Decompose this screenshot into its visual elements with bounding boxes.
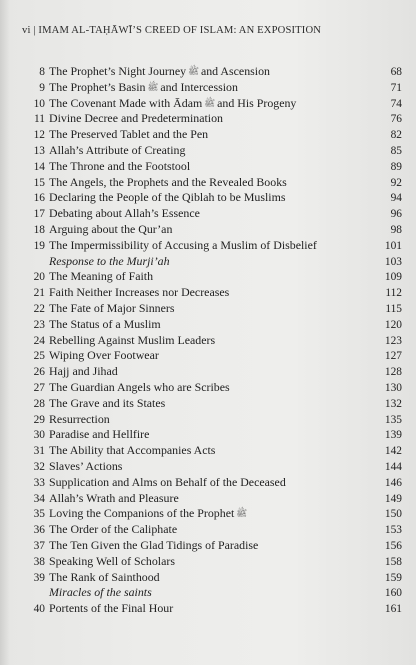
chapter-title <box>49 159 372 175</box>
chapter-title-text: The Prophet’s Night Journey <box>49 64 187 78</box>
page-number: 82 <box>390 129 402 142</box>
chapter-title <box>49 443 372 459</box>
chapter-title <box>49 80 372 96</box>
toc-entry <box>32 380 404 396</box>
chapter-title <box>49 585 372 601</box>
chapter-title-continuation: and Intercession <box>160 79 238 94</box>
chapter-title-text: The Rank of Sainthood <box>49 569 160 584</box>
chapter-number: 32 <box>33 460 45 473</box>
chapter-number: 17 <box>33 208 45 221</box>
chapter-number: 39 <box>33 571 45 584</box>
chapter-title <box>49 301 372 317</box>
chapter-title-text: The Throne and the Footstool <box>49 158 191 173</box>
chapter-title-continuation: and Ascension <box>200 64 270 78</box>
toc-entry <box>32 522 404 538</box>
chapter-number: 18 <box>33 223 45 236</box>
chapter-title <box>49 538 372 554</box>
chapter-number: 16 <box>33 192 45 205</box>
chapter-number: 30 <box>33 429 45 442</box>
page-number: 149 <box>384 492 402 505</box>
chapter-title-text: Debating about Allah’s Essence <box>49 206 200 221</box>
chapter-title <box>49 254 372 270</box>
chapter-number: 27 <box>33 381 45 394</box>
toc-entry <box>32 506 404 522</box>
chapter-title-continuation: and His Progeny <box>217 95 297 110</box>
chapter-number: 20 <box>33 271 45 284</box>
page-number: 68 <box>390 66 402 78</box>
chapter-number: 26 <box>33 366 45 379</box>
chapter-title <box>49 570 372 586</box>
chapter-title <box>49 348 372 364</box>
toc-entry <box>32 111 404 127</box>
chapter-title-text: Divine Decree and Predetermination <box>49 111 223 126</box>
toc-entry <box>32 190 404 206</box>
toc-entry <box>32 412 404 428</box>
chapter-title <box>49 459 372 475</box>
page-number: 161 <box>384 603 402 616</box>
chapter-title-text: Paradise and Hellfire <box>49 427 150 442</box>
chapter-number: 10 <box>33 97 45 110</box>
chapter-title <box>49 222 372 238</box>
page-number: 150 <box>384 508 402 521</box>
chapter-title-text: The Meaning of Faith <box>49 269 154 284</box>
chapter-number: 31 <box>33 445 45 458</box>
page-number: 71 <box>390 81 402 94</box>
page-number: 128 <box>384 366 402 379</box>
toc-entry <box>32 538 404 554</box>
page-number: 92 <box>390 176 402 189</box>
chapter-title-text: The Preserved Tablet and the Pen <box>49 127 209 142</box>
chapter-title-text: Faith Neither Increases nor Decreases <box>49 285 230 300</box>
chapter-title-text: The Order of the Caliphate <box>49 522 178 537</box>
honorific-symbol: ﷺ <box>204 97 216 108</box>
page-number: 156 <box>384 539 402 552</box>
toc-entry <box>32 175 404 191</box>
chapter-title <box>49 96 372 112</box>
toc-entry <box>32 459 404 475</box>
page-number: 159 <box>384 571 402 584</box>
chapter-number: 38 <box>33 555 45 568</box>
chapter-title-text: The Grave and its States <box>49 395 166 410</box>
toc-entry <box>32 64 404 80</box>
chapter-number: 35 <box>33 508 45 521</box>
toc-entry <box>32 206 404 222</box>
page-number: 89 <box>390 160 402 173</box>
chapter-number: 21 <box>33 287 45 300</box>
toc-entry <box>32 364 404 380</box>
toc-entry <box>32 143 404 159</box>
chapter-title <box>49 412 372 428</box>
page-number: 123 <box>384 334 402 347</box>
chapter-title-text: The Ten Given the Glad Tidings of Paradise <box>49 537 259 552</box>
chapter-title-text: The Covenant Made with Ādam <box>49 95 203 110</box>
toc-entry <box>32 96 404 112</box>
chapter-number: 34 <box>33 492 45 505</box>
toc-entry <box>32 222 404 238</box>
chapter-title <box>49 475 372 491</box>
chapter-title <box>49 143 372 159</box>
page-number: 160 <box>384 587 402 600</box>
chapter-number: 37 <box>33 539 45 552</box>
chapter-number: 24 <box>33 334 45 347</box>
chapter-title-text: The Prophet’s Basin <box>49 79 146 94</box>
table-of-contents <box>32 64 404 617</box>
page-number: 74 <box>390 97 402 110</box>
chapter-title <box>49 111 372 127</box>
chapter-number: 28 <box>33 397 45 410</box>
chapter-title-text: Allah’s Attribute of Creating <box>49 142 186 157</box>
chapter-title-text: The Ability that Accompanies Acts <box>49 443 216 458</box>
chapter-title <box>49 190 372 206</box>
page-number: 109 <box>384 271 402 284</box>
page-number: 153 <box>384 524 402 537</box>
page-number: 98 <box>390 223 402 236</box>
toc-entry <box>32 80 404 96</box>
chapter-number: 15 <box>33 176 45 189</box>
chapter-title <box>49 554 372 570</box>
page-number: 112 <box>385 287 402 300</box>
chapter-title <box>49 175 372 191</box>
toc-entry <box>32 269 404 285</box>
chapter-title-text: Resurrection <box>49 411 110 426</box>
chapter-number: 8 <box>39 66 45 78</box>
page-number: 76 <box>390 113 402 126</box>
honorific-symbol: ﷺ <box>236 508 248 519</box>
chapter-title-text: Arguing about the Qur’an <box>49 221 173 236</box>
toc-entry <box>32 443 404 459</box>
chapter-title-text: Miracles of the saints <box>49 585 152 600</box>
chapter-title-text: Portents of the Final Hour <box>49 601 174 616</box>
chapter-title <box>49 238 372 254</box>
chapter-title <box>49 491 372 507</box>
chapter-title-text: The Impermissibility of Accusing a Muslim of Disbelief <box>49 237 317 252</box>
chapter-title-text: Speaking Well of Scholars <box>49 553 175 568</box>
chapter-number: 14 <box>33 160 45 173</box>
page-number: 146 <box>384 476 402 489</box>
chapter-title-text: Supplication and Alms on Behalf of the Deceased <box>49 474 286 489</box>
running-head: vi | IMAM AL-TAḤĀWĪ’S CREED OF ISLAM: AN EXPOSITION <box>22 25 322 36</box>
chapter-title-text: Hajj and Jihad <box>49 364 118 379</box>
honorific-symbol: ﷺ <box>147 81 159 92</box>
chapter-title-text: Declaring the People of the Qiblah to be Muslims <box>49 190 286 205</box>
toc-entry <box>32 333 404 349</box>
page-number: 139 <box>384 429 402 442</box>
chapter-number: 13 <box>33 144 45 157</box>
page-number: 142 <box>384 445 402 458</box>
chapter-title <box>49 522 372 538</box>
chapter-title <box>49 206 372 222</box>
toc-entry <box>32 159 404 175</box>
page-number: 120 <box>384 318 402 331</box>
chapter-title-text: Wiping Over Footwear <box>49 348 159 363</box>
page-number: 132 <box>384 397 402 410</box>
chapter-number: 9 <box>39 81 45 94</box>
chapter-number: 22 <box>33 302 45 315</box>
page-number: 144 <box>384 460 402 473</box>
honorific-symbol: ﷺ <box>188 66 199 76</box>
chapter-title <box>49 364 372 380</box>
chapter-title-text: Rebelling Against Muslim Leaders <box>49 332 216 347</box>
toc-entry <box>32 317 404 333</box>
chapter-title <box>49 380 372 396</box>
page-number: 158 <box>384 555 402 568</box>
chapter-title-text: Allah’s Wrath and Pleasure <box>49 490 179 505</box>
chapter-title <box>49 427 372 443</box>
chapter-title <box>49 396 372 412</box>
chapter-number: 33 <box>33 476 45 489</box>
chapter-title-text: Slaves’ Actions <box>49 458 123 473</box>
page-number: 94 <box>390 192 402 205</box>
page-number: 115 <box>385 302 402 315</box>
chapter-title <box>49 64 372 80</box>
toc-entry <box>32 554 404 570</box>
chapter-title-text: The Fate of Major Sinners <box>49 300 175 315</box>
chapter-title <box>49 333 372 349</box>
chapter-number: 40 <box>33 603 45 616</box>
page-number: 103 <box>384 255 402 268</box>
chapter-number: 12 <box>33 129 45 142</box>
toc-entry <box>32 348 404 364</box>
chapter-number: 25 <box>33 350 45 363</box>
chapter-number: 19 <box>33 239 45 252</box>
toc-entry <box>32 127 404 143</box>
chapter-number: 23 <box>33 318 45 331</box>
chapter-title-text: Response to the Murji’ah <box>49 253 170 268</box>
toc-entry <box>32 396 404 412</box>
chapter-title <box>49 285 372 301</box>
toc-entry <box>32 427 404 443</box>
page-number: 96 <box>390 208 402 221</box>
toc-entry <box>32 238 404 254</box>
page-number: 85 <box>390 144 402 157</box>
page-number: 127 <box>384 350 402 363</box>
chapter-title-text: The Angels, the Prophets and the Revealed Books <box>49 174 287 189</box>
toc-entry <box>32 601 404 617</box>
page-number: 101 <box>384 239 402 252</box>
chapter-number: 29 <box>33 413 45 426</box>
chapter-title <box>49 601 372 617</box>
chapter-number: 36 <box>33 524 45 537</box>
toc-entry <box>32 491 404 507</box>
chapter-title <box>49 269 372 285</box>
chapter-number: 11 <box>34 113 45 126</box>
chapter-title <box>49 506 372 522</box>
chapter-title <box>49 127 372 143</box>
toc-subentry <box>32 585 404 601</box>
toc-entry <box>32 285 404 301</box>
chapter-title <box>49 317 372 333</box>
toc-entry <box>32 570 404 586</box>
toc-subentry <box>32 254 404 270</box>
chapter-title-text: The Status of a Muslim <box>49 316 161 331</box>
page-number: 130 <box>384 381 402 394</box>
page-number: 135 <box>384 413 402 426</box>
toc-entry <box>32 301 404 317</box>
chapter-title-text: The Guardian Angels who are Scribes <box>49 379 230 394</box>
chapter-title-text: Loving the Companions of the Prophet <box>49 506 235 521</box>
toc-entry <box>32 475 404 491</box>
